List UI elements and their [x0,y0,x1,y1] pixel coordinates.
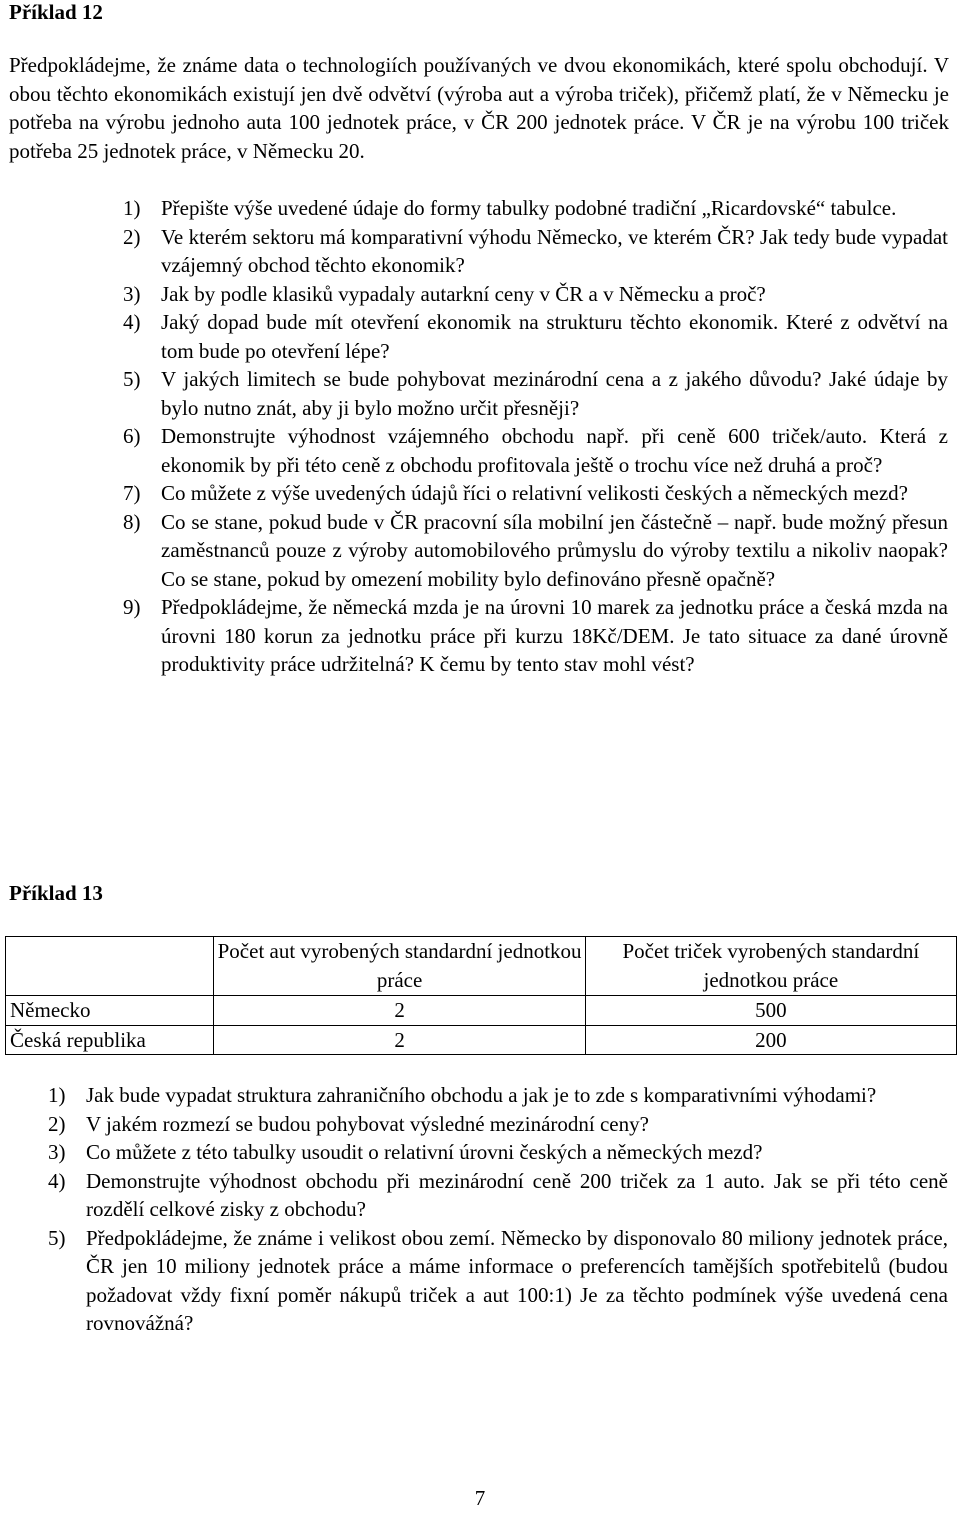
table-cell-cars: 2 [214,996,585,1026]
page-number: 7 [474,1486,486,1510]
question-text: Jaký dopad bude mít otevření ekonomik na strukturu těchto ekonomik. Které z odvětví na tom bude po otevření lépe? [161,310,948,363]
example-12-question-list [123,194,948,679]
table-header-shirts: Počet triček vyrobených standardní jednotkou práce [585,937,956,996]
question-number: 1) [48,1083,66,1107]
question-number: 7) [123,481,141,505]
example-13-question-list [48,1081,948,1338]
question-text: Předpokládejme, že německá mzda je na úrovni 10 marek za jednotku práce a česká mzda na úrovni 180 korun za jednotku práce při kurzu 18Kč/DEM. Je tato situace za dané úrovně produktivity práce udržitelná? K čemu by tento stav mohl vést? [161,595,948,676]
question-item [123,194,948,223]
question-number: 5) [123,367,141,391]
table-header-empty [6,937,214,996]
question-text: V jakých limitech se bude pohybovat mezinárodní cena a z jakého důvodu? Jaké údaje by bylo nutno znát, aby ji bylo možno určit přesněji? [161,367,948,420]
question-text: Co můžete z této tabulky usoudit o relativní úrovni českých a německých mezd? [86,1140,763,1164]
table-header-cars: Počet aut vyrobených standardní jednotkou práce [214,937,585,996]
question-item [48,1224,948,1338]
question-number: 3) [48,1140,66,1164]
example-12-title: Příklad 12 [9,0,103,24]
question-text: Předpokládejme, že známe i velikost obou zemí. Německo by disponovalo 80 miliony jednotek práce, ČR jen 10 miliony jednotek práce a máme informace o preferencích tamějších spotřebitelů (budou požadovat vždy fixní poměr nákupů triček a aut 100:1) Je za těchto podmínek výše uvedená cena rovnovážná? [86,1225,948,1335]
question-number: 2) [48,1111,66,1136]
question-item [48,1110,948,1139]
question-item [123,223,948,280]
question-text: Demonstrujte výhodnost vzájemného obchodu např. při ceně 600 triček/auto. Která z ekonomik by při této ceně z obchodu profitovala ještě o trochu více než druhá a proč? [161,424,948,477]
table-cell-cars: 2 [214,1025,585,1055]
question-item [123,479,948,508]
example-13-title: Příklad 13 [9,881,103,905]
question-item [48,1167,948,1224]
question-text: Jak by podle klasiků vypadaly autarkní ceny v ČR a v Německu a proč? [161,281,766,306]
question-item [48,1081,948,1110]
table-row [6,996,957,1026]
question-number: 1) [123,196,141,220]
question-number: 9) [123,595,141,619]
question-number: 2) [123,224,141,249]
question-text: V jakém rozmezí se budou pohybovat výsledné mezinárodní ceny? [86,1111,649,1136]
question-item [123,365,948,422]
question-text: Přepište výše uvedené údaje do formy tabulky podobné tradiční „Ricardovské“ tabulce. [161,196,897,220]
question-number: 3) [123,281,141,306]
question-number: 5) [48,1225,66,1250]
table-cell-shirts: 500 [585,996,956,1026]
question-item [123,308,948,365]
question-number: 8) [123,509,141,534]
ricardian-table [5,936,957,1055]
table-cell-shirts: 200 [585,1025,956,1055]
question-text: Demonstrujte výhodnost obchodu při mezinárodní ceně 200 triček za 1 auto. Jak se při této ceně rozdělí celkové zisky z obchodu? [86,1168,948,1221]
question-number: 4) [123,310,141,334]
question-item [48,1138,948,1167]
table-header-row [6,937,957,996]
question-number: 6) [123,424,141,448]
question-text: Co se stane, pokud bude v ČR pracovní síla mobilní jen částečně – např. bude možný přesun zaměstnanců pouze z výroby automobilového průmyslu do výroby textilu a nikoliv naopak? Co se stane, pokud by omezení mobility bylo definováno přesně opačně? [161,509,948,591]
table-cell-country: Německo [6,996,214,1026]
question-number: 4) [48,1168,66,1193]
table-cell-country: Česká republika [6,1025,214,1055]
question-text: Ve kterém sektoru má komparativní výhodu Německo, ve kterém ČR? Jak tedy bude vypadat vzájemný obchod těchto ekonomik? [161,224,948,277]
question-text: Jak bude vypadat struktura zahraničního obchodu a jak je to zde s komparativními výhodami? [86,1083,877,1107]
question-item [123,280,948,309]
question-text: Co můžete z výše uvedených údajů říci o relativní velikosti českých a německých mezd? [161,481,908,505]
question-item [123,593,948,679]
example-12-intro: Předpokládejme, že známe data o technologiích používaných ve dvou ekonomikách, které spolu obchodují. V obou těchto ekonomikách existují jen dvě odvětví (výroba aut a výroba triček), přičemž platí, že v Německu je potřeba na výrobu jednoho auta 100 jednotek práce, v ČR 200 jednotek práce. V ČR je na výrobu 100 triček potřeba 25 jednotek práce, v Německu 20. [9,53,949,163]
question-item [123,422,948,479]
table-row [6,1025,957,1055]
question-item [123,508,948,594]
